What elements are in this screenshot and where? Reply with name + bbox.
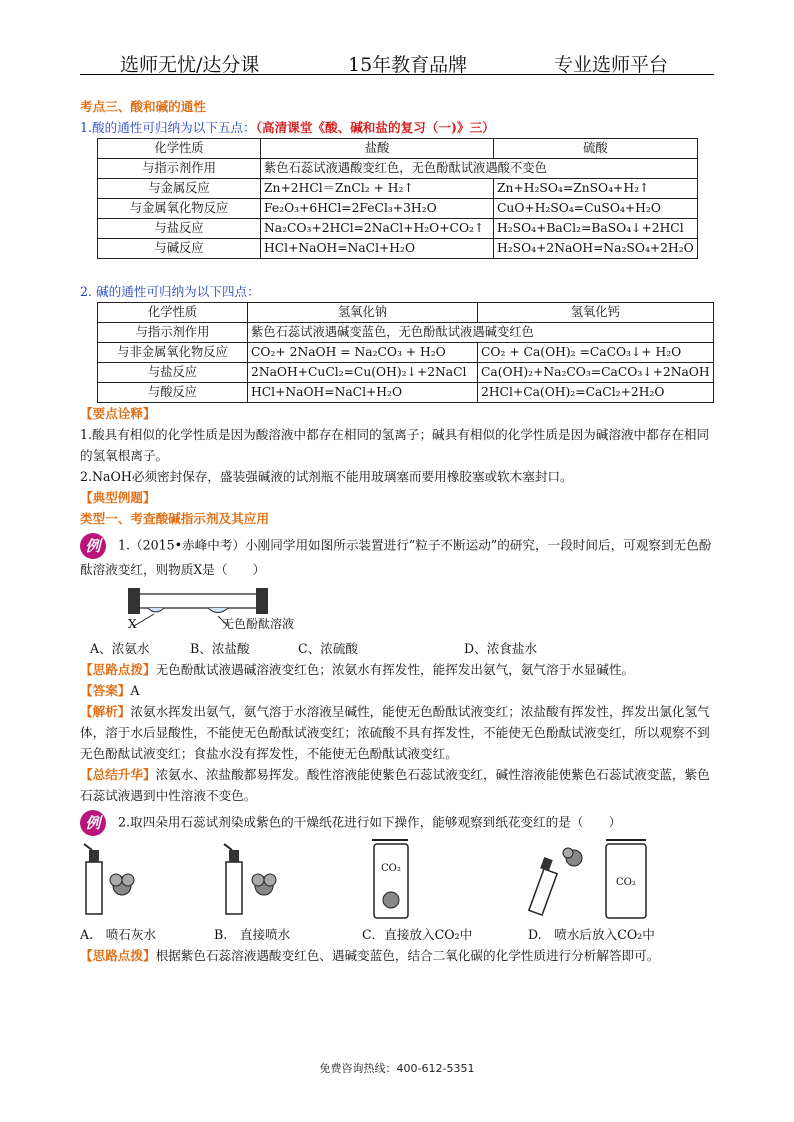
x-pointer bbox=[134, 614, 154, 626]
table-row bbox=[98, 219, 698, 239]
table-cell: 与非金属氧化物反应 bbox=[98, 343, 248, 363]
q1-hint bbox=[80, 659, 714, 680]
table-header: 氢氧化钠 bbox=[248, 303, 478, 323]
acid-ref: （高清课堂《酸、碱和盐的复习（一)》三） bbox=[255, 120, 495, 135]
table-row bbox=[98, 383, 714, 403]
q1-answer bbox=[80, 680, 714, 701]
flower-a bbox=[110, 874, 134, 895]
table-cell: HCl+NaOH=NaCl+H₂O bbox=[261, 239, 494, 259]
right-well bbox=[208, 608, 228, 613]
q1-options bbox=[80, 638, 714, 659]
q2-option-b: B. 直接喷水 bbox=[214, 927, 291, 942]
q2-option-a: A. 喷石灰水 bbox=[80, 927, 157, 942]
page-header bbox=[80, 46, 714, 75]
base-table bbox=[97, 302, 714, 403]
key-points-tag: 【要点诠释】 bbox=[80, 406, 156, 421]
q1-stem bbox=[80, 533, 714, 580]
table-cell: Na₂CO₃+2HCl=2NaCl+H₂O+CO₂↑ bbox=[261, 219, 494, 239]
table-cell: CO₂ + Ca(OH)₂ =CaCO₃↓+ H₂O bbox=[478, 343, 714, 363]
analysis-tag: 【解析】 bbox=[80, 704, 131, 719]
q1-answer-text: A bbox=[130, 683, 140, 698]
table-cell: 与指示剂作用 bbox=[98, 159, 261, 179]
table-cell: 2NaOH+CuCl₂=Cu(OH)₂↓+2NaCl bbox=[248, 363, 478, 383]
q2-options bbox=[80, 924, 714, 945]
fig-solution-label: 无色酚酞溶液 bbox=[222, 617, 295, 631]
acid-intro bbox=[80, 117, 714, 138]
q2-option-c: C．直接放入CO₂中 bbox=[362, 927, 473, 942]
examples-tag: 【典型例题】 bbox=[80, 490, 156, 505]
table-header: 盐酸 bbox=[261, 139, 494, 159]
table-row bbox=[98, 239, 698, 259]
table-cell: 紫色石蕊试液遇碱变蓝色，无色酚酞试液遇碱变红色 bbox=[248, 323, 714, 343]
table-cell: 与金属反应 bbox=[98, 179, 261, 199]
q1-hint-text: 无色酚酞试液遇碱溶液变红色；浓氨水有挥发性，能挥发出氨气，氨气溶于水显碱性。 bbox=[155, 662, 635, 677]
co2-label-c: CO₂ bbox=[381, 863, 401, 874]
q1-stem-text: 1.（2015•赤峰中考）小刚同学用如图所示装置进行“粒子不断运动”的研究，一段时间后，可观察到无色酚酞溶液变红，则物质X是（ ） bbox=[80, 537, 712, 577]
table-cell: CuO+H₂SO₄=CuSO₄+H₂O bbox=[494, 199, 698, 219]
table-cell: Fe₂O₃+6HCl=2FeCl₃+3H₂O bbox=[261, 199, 494, 219]
table-cell: 与金属氧化物反应 bbox=[98, 199, 261, 219]
table-row bbox=[98, 199, 698, 219]
answer-tag: 【答案】 bbox=[80, 683, 131, 698]
hint-tag: 【思路点拨】 bbox=[80, 948, 156, 963]
flower-b bbox=[252, 874, 276, 895]
q2-stem-text: 2.取四朵用石蕊试剂染成紫色的干燥纸花进行如下操作，能够观察到纸花变红的是（ ） bbox=[118, 814, 622, 830]
document-body bbox=[80, 96, 714, 966]
table-row bbox=[98, 159, 698, 179]
header-right: 专业选师平台 bbox=[554, 54, 669, 76]
example-badge: 例 bbox=[80, 533, 106, 559]
table-row bbox=[98, 179, 698, 199]
table-header: 硫酸 bbox=[494, 139, 698, 159]
key-point-2: 2.NaOH必须密封保存，盛装强碱液的试剂瓶不能用玻璃塞而要用橡胶塞或软木塞封口。 bbox=[80, 469, 573, 484]
hint-tag: 【思路点拨】 bbox=[80, 662, 156, 677]
q2-option-d: D. 喷水后放入CO₂中 bbox=[528, 927, 655, 942]
table-row bbox=[98, 303, 714, 323]
co2-label-d: CO₂ bbox=[616, 877, 636, 888]
right-stopper bbox=[256, 588, 268, 614]
header-middle: 15年教育品牌 bbox=[348, 54, 468, 76]
acid-intro-text: 1.酸的通性可归纳为以下五点： bbox=[80, 120, 256, 135]
table-cell: 与指示剂作用 bbox=[98, 323, 248, 343]
key-point-1: 1.酸具有相似的化学性质是因为酸溶液中都存在相同的氢离子；碱具有相似的化学性质是因为碱溶液中都存在相同的氢氧根离子。 bbox=[80, 427, 710, 463]
q2-hint bbox=[80, 945, 714, 966]
gas-jar-c bbox=[372, 840, 408, 918]
table-cell: Zn+H₂SO₄=ZnSO₄+H₂↑ bbox=[494, 179, 698, 199]
q1-figure bbox=[80, 580, 714, 638]
q1-summary bbox=[80, 764, 714, 806]
q1-option-c: C、浓硫酸 bbox=[298, 641, 359, 656]
spray-bottle-b bbox=[224, 844, 242, 914]
table-cell: H₂SO₄+BaCl₂=BaSO₄↓+2HCl bbox=[494, 219, 698, 239]
spray-bottle-d bbox=[529, 857, 557, 915]
table-row bbox=[98, 323, 714, 343]
q2-figures bbox=[80, 836, 714, 924]
table-cell: Ca(OH)₂+Na₂CO₃=CaCO₃↓+2NaOH bbox=[478, 363, 714, 383]
table-cell: 2HCl+Ca(OH)₂=CaCl₂+2H₂O bbox=[478, 383, 714, 403]
q1-summary-text: 浓氨水、浓盐酸都易挥发。酸性溶液能使紫色石蕊试液变红，碱性溶液能使紫色石蕊试液变蓝，紫色石蕊试液遇到中性溶液不变色。 bbox=[80, 767, 710, 803]
example-badge: 例 bbox=[80, 810, 106, 836]
table-cell: 与酸反应 bbox=[98, 383, 248, 403]
q1-analysis bbox=[80, 701, 714, 764]
left-stopper bbox=[128, 588, 140, 614]
table-row bbox=[98, 343, 714, 363]
q2-hint-text: 根据紫色石蕊溶液遇酸变红色、遇碱变蓝色，结合二氧化碳的化学性质进行分析解答即可。 bbox=[155, 948, 660, 963]
table-cell: H₂SO₄+2NaOH=Na₂SO₄+2H₂O bbox=[494, 239, 698, 259]
q1-option-a: A、浓氨水 bbox=[90, 641, 150, 656]
table-cell: HCl+NaOH=NaCl+H₂O bbox=[248, 383, 478, 403]
left-well bbox=[148, 608, 164, 612]
base-intro: 2. 碱的通性可归纳为以下四点： bbox=[80, 284, 260, 299]
table-header: 化学性质 bbox=[98, 303, 248, 323]
q1-option-d: D、浓食盐水 bbox=[464, 641, 538, 656]
table-cell: 与碱反应 bbox=[98, 239, 261, 259]
type1-heading: 类型一、考查酸碱指示剂及其应用 bbox=[80, 511, 269, 526]
spray-bottle-a bbox=[84, 844, 102, 914]
section-title: 考点三、酸和碱的通性 bbox=[80, 99, 206, 114]
table-cell: 与盐反应 bbox=[98, 219, 261, 239]
table-cell: 与盐反应 bbox=[98, 363, 248, 383]
table-cell: Zn+2HCl＝ZnCl₂ + H₂↑ bbox=[261, 179, 494, 199]
footer-hotline: 免费咨询热线：400-612-5351 bbox=[319, 1062, 475, 1075]
fig-x-label: X bbox=[128, 617, 137, 631]
table-cell: CO₂+ 2NaOH = Na₂CO₃ + H₂O bbox=[248, 343, 478, 363]
table-header: 化学性质 bbox=[98, 139, 261, 159]
table-cell: 紫色石蕊试液遇酸变红色，无色酚酞试液遇酸不变色 bbox=[261, 159, 698, 179]
header-left: 选师无忧/达分课 bbox=[120, 54, 260, 76]
q1-analysis-text: 浓氨水挥发出氨气，氨气溶于水溶液呈碱性，能使无色酚酞试液变红；浓盐酸有挥发性，挥发出氯化氢气体，溶于水后显酸性，不能使无色酚酞试液变红；浓硫酸不具有挥发性，不能使无色酚酞试液变红，所以观察不到无色酚酞试液变红；食盐水没有挥发性，不能使无色酚酞试液变红。 bbox=[80, 704, 710, 761]
table-row bbox=[98, 139, 698, 159]
table-header: 氢氧化钙 bbox=[478, 303, 714, 323]
summary-tag: 【总结升华】 bbox=[80, 767, 156, 782]
q1-option-b: B、浓盐酸 bbox=[190, 641, 250, 656]
flower-d bbox=[563, 848, 582, 866]
table-row bbox=[98, 363, 714, 383]
acid-table bbox=[97, 138, 698, 259]
q2-stem bbox=[80, 810, 714, 836]
